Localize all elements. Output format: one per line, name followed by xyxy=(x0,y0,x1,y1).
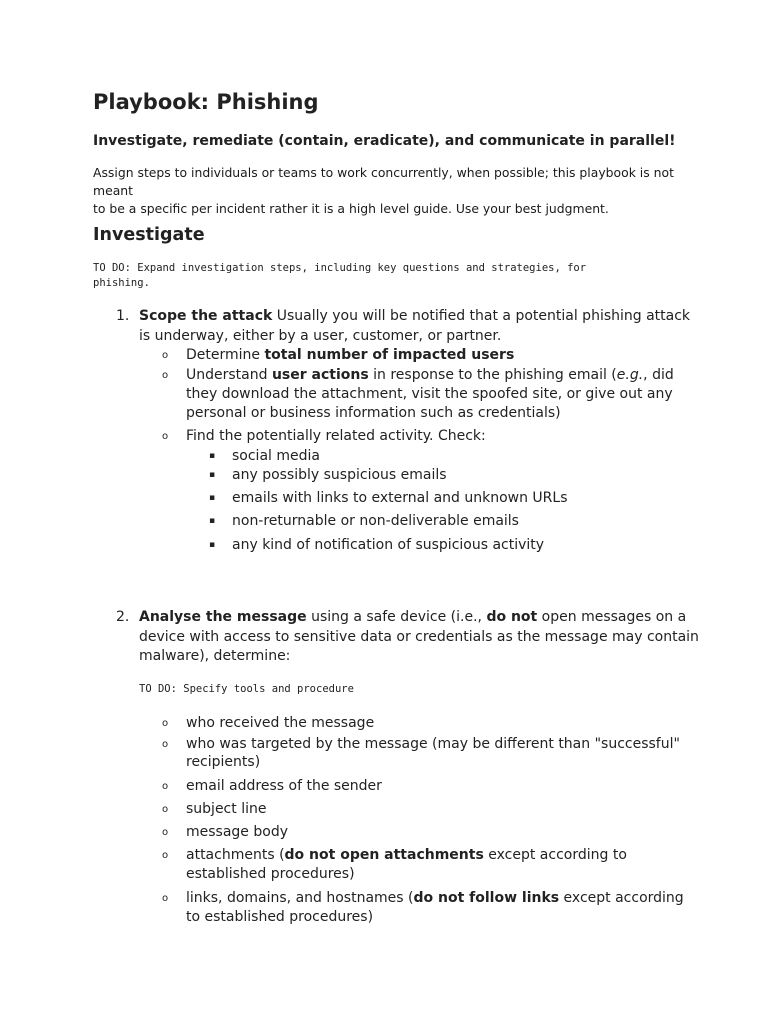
list-item-continuation: to established procedures) xyxy=(186,909,374,925)
list-item xyxy=(186,346,514,366)
list-item: email address of the sender xyxy=(186,778,382,794)
list-item: who was targeted by the message (may be different than "successful" xyxy=(186,736,680,752)
step-emphasis: do not xyxy=(486,609,538,625)
item-italic: e.g. xyxy=(616,367,644,383)
item-emphasis: do not open attachments xyxy=(284,847,484,863)
list-item xyxy=(186,889,684,909)
hollow-bullet: o xyxy=(162,370,169,381)
item-text: except according to xyxy=(483,847,627,863)
check-item: social media xyxy=(232,448,320,464)
item-text: Determine xyxy=(186,347,265,363)
check-item: any possibly suspicious emails xyxy=(232,467,447,483)
check-item: any kind of notification of suspicious activity xyxy=(232,537,545,553)
page-title: Playbook: Phishing xyxy=(93,90,319,114)
list-item-continuation: they download the attachment, visit the spoofed site, or give out any xyxy=(186,386,673,402)
square-bullet: ▪ xyxy=(209,540,216,550)
hollow-bullet: o xyxy=(162,718,169,729)
step-text: Usually you will be notified that a potential phishing attack xyxy=(272,308,691,324)
list-item: who received the message xyxy=(186,715,375,731)
list-item: subject line xyxy=(186,801,267,817)
item-text: , did xyxy=(643,367,674,383)
hollow-bullet: o xyxy=(162,350,169,361)
todo-line: TO DO: Expand investigation steps, including key questions and strategies, for xyxy=(93,262,587,274)
list-item-continuation: personal or business information such as credentials) xyxy=(186,405,561,421)
todo-note xyxy=(93,261,693,291)
intro-paragraph xyxy=(93,164,693,218)
item-emphasis: total number of impacted users xyxy=(264,347,515,363)
square-bullet: ▪ xyxy=(209,493,216,503)
todo-note: TO DO: Specify tools and procedure xyxy=(139,683,354,695)
hollow-bullet: o xyxy=(162,850,169,861)
intro-line: Assign steps to individuals or teams to work concurrently, when possible; this playbook is not meant xyxy=(93,165,674,198)
list-item: Find the potentially related activity. Check: xyxy=(186,428,486,444)
hollow-bullet: o xyxy=(162,431,169,442)
page-subtitle: Investigate, remediate (contain, eradicate), and communicate in parallel! xyxy=(93,133,676,149)
step1-line2: is underway, either by a user, customer, or partner. xyxy=(139,328,502,344)
check-item: non-returnable or non-deliverable emails xyxy=(232,513,519,529)
list-item-continuation: established procedures) xyxy=(186,866,355,882)
hollow-bullet: o xyxy=(162,739,169,750)
item-text: attachments ( xyxy=(186,847,285,863)
list-item xyxy=(186,846,627,866)
step-number: 2. xyxy=(116,609,130,625)
step2-line3: malware), determine: xyxy=(139,648,291,664)
item-text: links, domains, and hostnames ( xyxy=(186,890,414,906)
step-title: Analyse the message xyxy=(139,609,307,625)
check-item: emails with links to external and unknown URLs xyxy=(232,490,568,506)
todo-line: phishing. xyxy=(93,277,150,289)
hollow-bullet: o xyxy=(162,781,169,792)
step-title: Scope the attack xyxy=(139,308,273,324)
square-bullet: ▪ xyxy=(209,451,216,461)
item-emphasis: user actions xyxy=(271,367,369,383)
step2-line1 xyxy=(139,608,686,628)
step1-line1 xyxy=(139,307,690,327)
section-heading-investigate: Investigate xyxy=(93,225,205,245)
list-item: message body xyxy=(186,824,288,840)
step-text: using a safe device (i.e., xyxy=(306,609,487,625)
intro-line: to be a specific per incident rather it is a high level guide. Use your best judgment. xyxy=(93,201,609,216)
hollow-bullet: o xyxy=(162,893,169,904)
square-bullet: ▪ xyxy=(209,470,216,480)
list-item xyxy=(186,366,674,386)
step2-line2: device with access to sensitive data or credentials as the message may contain xyxy=(139,629,699,645)
hollow-bullet: o xyxy=(162,804,169,815)
list-item-continuation: recipients) xyxy=(186,754,261,770)
step-text: open messages on a xyxy=(537,609,687,625)
item-emphasis: do not follow links xyxy=(413,890,560,906)
square-bullet: ▪ xyxy=(209,516,216,526)
step-number: 1. xyxy=(116,308,130,324)
hollow-bullet: o xyxy=(162,827,169,838)
item-text: Understand xyxy=(186,367,272,383)
item-text: in response to the phishing email ( xyxy=(368,367,617,383)
item-text: except according xyxy=(559,890,684,906)
